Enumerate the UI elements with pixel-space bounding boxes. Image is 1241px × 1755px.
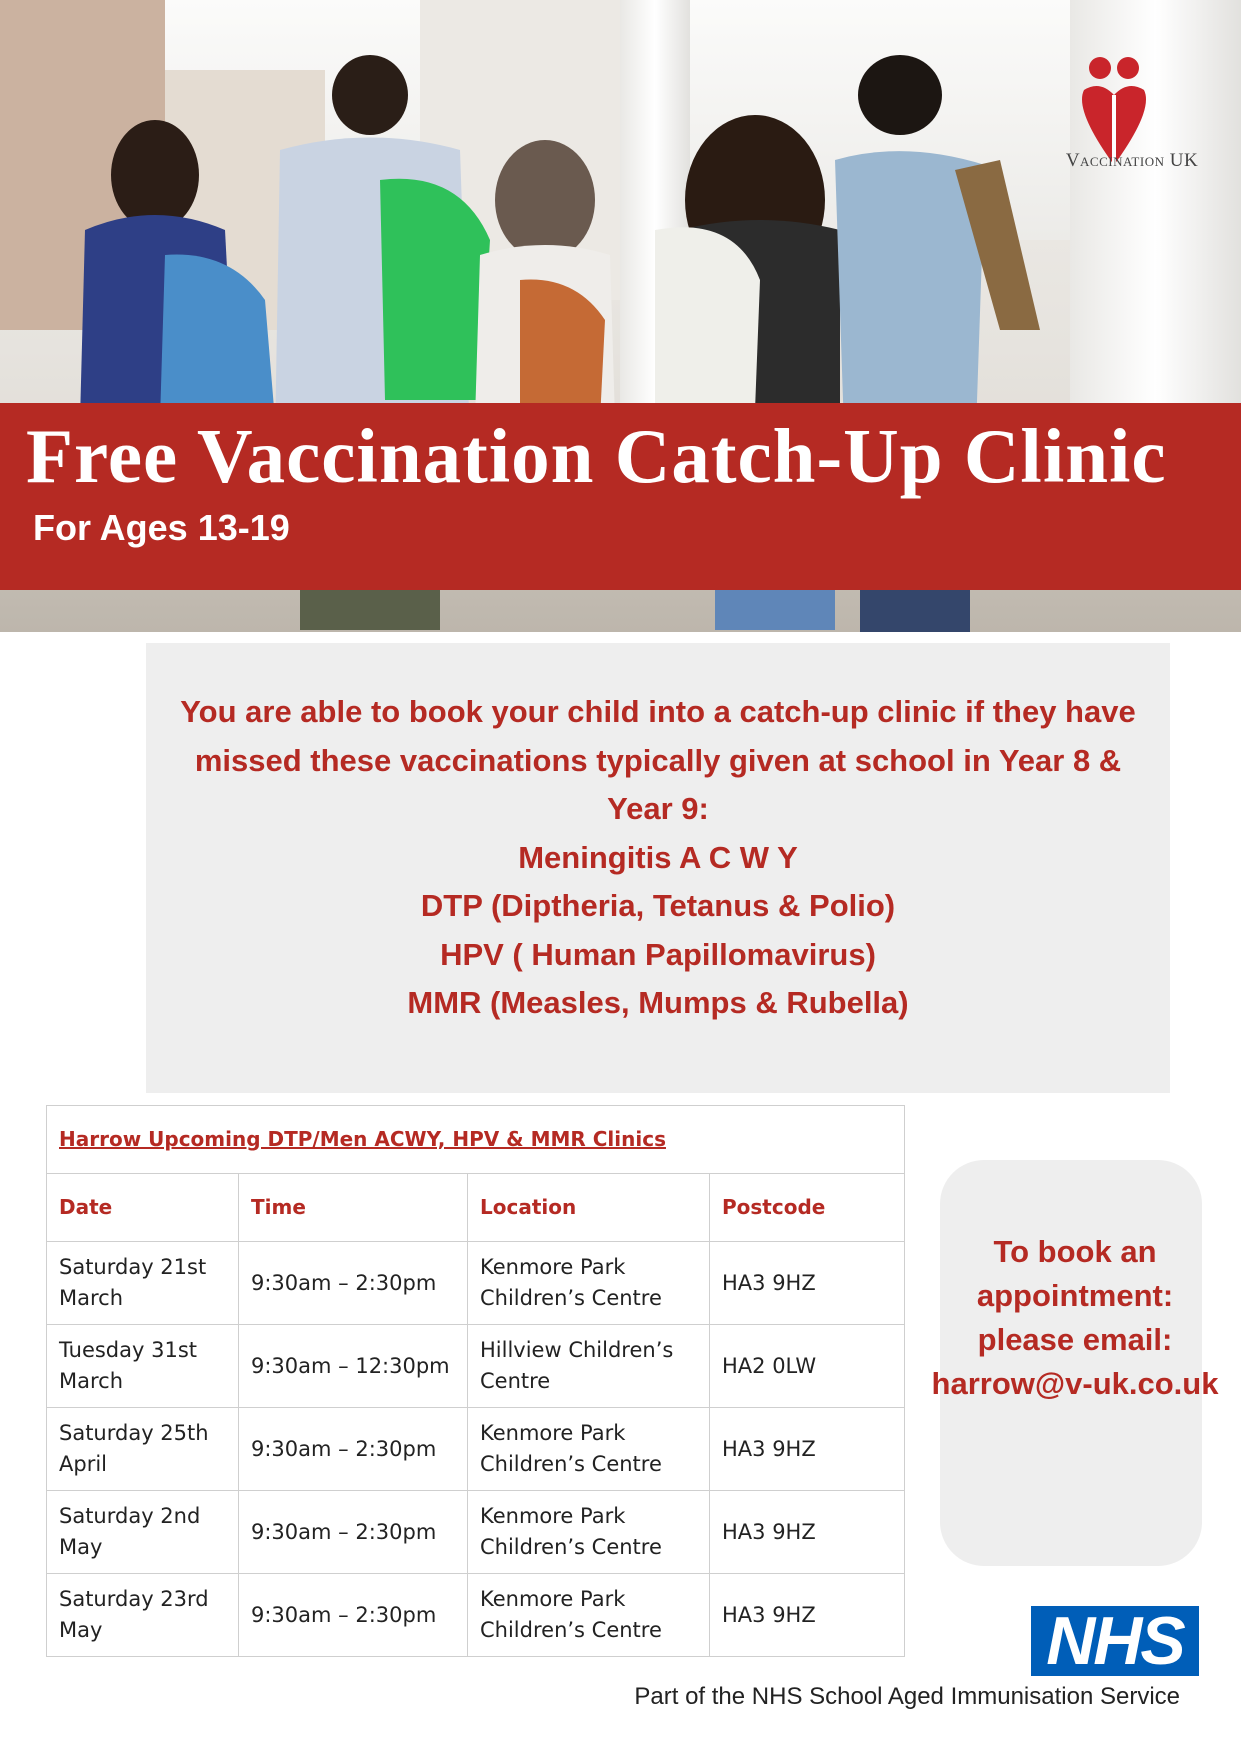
vaccine-item: MMR (Measles, Mumps & Rubella) [407,985,909,1020]
column-header-location: Location [468,1174,710,1242]
vaccine-item: HPV ( Human Papillomavirus) [440,936,876,972]
table-header-row [47,1174,905,1242]
table-row [47,1242,905,1325]
cell-location: Kenmore Park Children’s Centre [468,1242,710,1325]
table-caption-row [47,1106,905,1174]
cell-time: 9:30am – 2:30pm [239,1408,468,1491]
cell-date: Saturday 25th April [47,1408,239,1491]
booking-text [925,1230,1225,1406]
cell-postcode: HA3 9HZ [710,1574,905,1657]
column-header-date: Date [47,1174,239,1242]
cell-postcode: HA2 0LW [710,1325,905,1408]
cell-location: Hillview Children’s Centre [468,1325,710,1408]
clinic-table [46,1105,905,1657]
info-line: missed these vaccinations typically given at school in Year 8 & [194,742,1122,778]
nhs-logo-icon: NHS [1031,1606,1199,1676]
cell-date: Saturday 2nd May [47,1491,239,1574]
info-text [146,688,1170,1028]
table-row [47,1325,905,1408]
booking-line: appointment: [976,1278,1174,1313]
cell-postcode: HA3 9HZ [710,1242,905,1325]
footer-text: Part of the NHS School Aged Immunisation Service [634,1683,1180,1710]
column-header-time: Time [239,1174,468,1242]
info-line: You are able to book your child into a catch-up clinic if they have [180,694,1136,729]
booking-email-link[interactable]: harrow@v-uk.co.uk [931,1366,1219,1401]
cell-date: Saturday 23rd May [47,1574,239,1657]
cell-location: Kenmore Park Children’s Centre [468,1491,710,1574]
cell-date: Saturday 21st March [47,1242,239,1325]
cell-postcode: HA3 9HZ [710,1408,905,1491]
cell-time: 9:30am – 2:30pm [239,1242,468,1325]
table-caption: Harrow Upcoming DTP/Men ACWY, HPV & MMR Clinics [47,1106,905,1174]
page-title: Free Vaccination Catch-Up Clinic [26,413,1167,499]
booking-line: To book an [993,1234,1157,1269]
vaccine-item: Meningitis A C W Y [518,839,798,875]
cell-location: Kenmore Park Children’s Centre [468,1408,710,1491]
cell-time: 9:30am – 2:30pm [239,1491,468,1574]
page-subtitle: For Ages 13-19 [33,507,290,548]
vaccine-item: DTP (Diptheria, Tetanus & Polio) [420,888,896,923]
booking-line: please email: [977,1322,1173,1357]
cell-postcode: HA3 9HZ [710,1491,905,1574]
info-line: Year 9: [607,791,709,826]
table-row [47,1491,905,1574]
cell-time: 9:30am – 12:30pm [239,1325,468,1408]
logo-text: Vaccination UK [1065,150,1199,171]
cell-time: 9:30am – 2:30pm [239,1574,468,1657]
table-row [47,1408,905,1491]
cell-location: Kenmore Park Children’s Centre [468,1574,710,1657]
cell-date: Tuesday 31st March [47,1325,239,1408]
column-header-postcode: Postcode [710,1174,905,1242]
table-row [47,1574,905,1657]
